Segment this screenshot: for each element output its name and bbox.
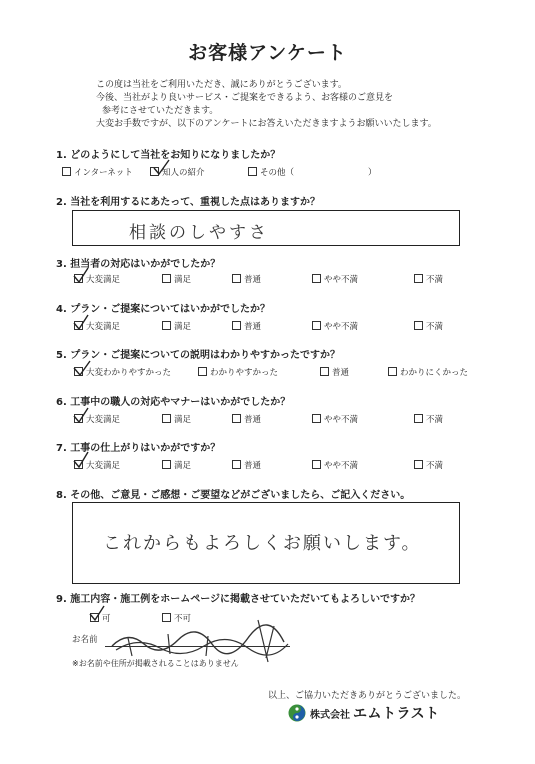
option-label: 満足: [174, 322, 192, 332]
option-label: 知人の紹介: [162, 168, 205, 178]
q2-answer-box[interactable]: [72, 210, 460, 246]
q6-option[interactable]: [312, 413, 358, 425]
checkbox[interactable]: [320, 367, 329, 376]
option-label: やや不満: [324, 322, 359, 332]
option-label: 大変満足: [86, 322, 121, 332]
option-label: 不満: [426, 322, 444, 332]
option-label: 普通: [244, 322, 262, 332]
company-logo-icon: [288, 704, 306, 722]
check-mark-icon: [72, 406, 92, 426]
option-label: やや不満: [324, 275, 359, 285]
q4-option[interactable]: [414, 320, 443, 332]
q8-answer-box[interactable]: [72, 502, 460, 584]
option-label: 普通: [244, 461, 262, 471]
question-6: 6. 工事中の職人の対応やマナーはいかがでしたか？: [56, 397, 291, 408]
option-label: 大変満足: [86, 275, 121, 285]
question-2: 2. 当社を利用するにあたって、重視した点はありますか？: [56, 197, 321, 208]
option-label: 大変満足: [86, 461, 121, 471]
option-label: 普通: [332, 368, 350, 378]
option-label: やや不満: [324, 461, 359, 471]
checkbox[interactable]: [414, 321, 423, 330]
q3-option[interactable]: [312, 273, 358, 285]
q1-option-internet[interactable]: [62, 166, 133, 178]
question-4: 4. プラン・ご提案についてはいかがでしたか？: [56, 304, 271, 315]
option-label: インターネット: [74, 168, 133, 178]
q4-option[interactable]: [162, 320, 191, 332]
checkbox[interactable]: [414, 460, 423, 469]
company-logo: [288, 703, 440, 723]
checkbox[interactable]: [198, 367, 207, 376]
option-label: 不満: [426, 461, 444, 471]
checkbox[interactable]: [62, 167, 71, 176]
q6-option[interactable]: [162, 413, 191, 425]
option-label: 可: [102, 614, 111, 624]
q5-option[interactable]: [320, 366, 349, 378]
q6-option[interactable]: [414, 413, 443, 425]
q4-option[interactable]: [312, 320, 358, 332]
checkbox[interactable]: [162, 274, 171, 283]
option-label: 満足: [174, 275, 192, 285]
option-label: 満足: [174, 461, 192, 471]
checkbox[interactable]: [312, 460, 321, 469]
option-label: 大変わかりやすかった: [86, 368, 172, 378]
company-name: エムトラスト: [353, 706, 440, 722]
question-3: 3. 担当者の対応はいかがでしたか？: [56, 259, 221, 270]
thanks-text: 以上、ご協力いただきありがとうございました。: [268, 691, 467, 701]
question-7: 7. 工事の仕上がりはいかがですか？: [56, 443, 221, 454]
option-label: わかりやすかった: [210, 368, 279, 378]
intro-line: 今後、当社がより良いサービス・ご提案をできるよう、お客様のご意見を: [96, 93, 394, 103]
name-label: お名前: [72, 635, 98, 645]
q7-option[interactable]: [232, 459, 261, 471]
company-prefix: 株式会社: [310, 709, 350, 721]
q4-option[interactable]: [232, 320, 261, 332]
checkbox[interactable]: [248, 167, 257, 176]
q2-handwritten-answer: 相談のしやすさ: [129, 223, 269, 243]
option-label: 普通: [244, 275, 262, 285]
question-8: 8. その他、ご意見・ご感想・ご要望などがございましたら、ご記入ください。: [56, 490, 411, 501]
checkbox[interactable]: [312, 321, 321, 330]
checkbox[interactable]: [232, 460, 241, 469]
q1-option-other[interactable]: [248, 166, 294, 178]
check-mark-icon: [72, 313, 92, 333]
check-mark-icon: [72, 359, 94, 379]
intro-line: 参考にさせていただきます。: [102, 106, 219, 116]
checkbox[interactable]: [414, 274, 423, 283]
checkbox[interactable]: [162, 321, 171, 330]
checkbox[interactable]: [162, 460, 171, 469]
checkbox[interactable]: [414, 414, 423, 423]
intro-line: この度は当社をご利用いただき、誠にありがとうございます。: [96, 80, 347, 90]
q7-option[interactable]: [414, 459, 443, 471]
q7-option[interactable]: [312, 459, 358, 471]
option-label: 大変満足: [86, 415, 121, 425]
check-mark-icon: [152, 158, 172, 178]
intro-text: [96, 79, 437, 131]
q6-option[interactable]: [232, 413, 261, 425]
check-mark-icon: [88, 604, 108, 624]
checkbox[interactable]: [232, 274, 241, 283]
option-label: わかりにくかった: [400, 368, 469, 378]
q5-option[interactable]: [198, 366, 278, 378]
question-1: 1. どのようにして当社をお知りになりましたか？: [56, 150, 281, 161]
checkbox[interactable]: [388, 367, 397, 376]
intro-line: 大変お手数ですが、以下のアンケートにお答えいただきますようお願いいたします。: [96, 119, 437, 129]
option-label: 不可: [174, 614, 192, 624]
q1-other-close: ）: [368, 168, 377, 178]
q3-option[interactable]: [414, 273, 443, 285]
option-label: やや不満: [324, 415, 359, 425]
page-title: お客様アンケート: [188, 42, 347, 64]
check-mark-icon: [72, 266, 92, 286]
option-label: 不満: [426, 415, 444, 425]
question-5: 5. プラン・ご提案についての説明はわかりやすかったですか？: [56, 350, 341, 361]
q3-option[interactable]: [162, 273, 191, 285]
q7-option[interactable]: [162, 459, 191, 471]
question-9: 9. 施工内容・施工例をホームページに掲載させていただいてもよろしいですか？: [56, 594, 421, 605]
checkbox[interactable]: [162, 414, 171, 423]
privacy-note: ※お名前や住所が掲載されることはありません: [72, 659, 239, 668]
option-label: 満足: [174, 415, 192, 425]
checkbox[interactable]: [312, 414, 321, 423]
q5-option[interactable]: [388, 366, 468, 378]
option-label: 普通: [244, 415, 262, 425]
check-mark-icon: [72, 450, 92, 470]
q8-handwritten-answer: これからもよろしくお願いします。: [103, 533, 422, 554]
checkbox[interactable]: [312, 274, 321, 283]
option-label: その他（: [260, 168, 295, 178]
checkbox[interactable]: [232, 321, 241, 330]
option-label: 不満: [426, 275, 444, 285]
q3-option[interactable]: [232, 273, 261, 285]
checkbox[interactable]: [232, 414, 241, 423]
